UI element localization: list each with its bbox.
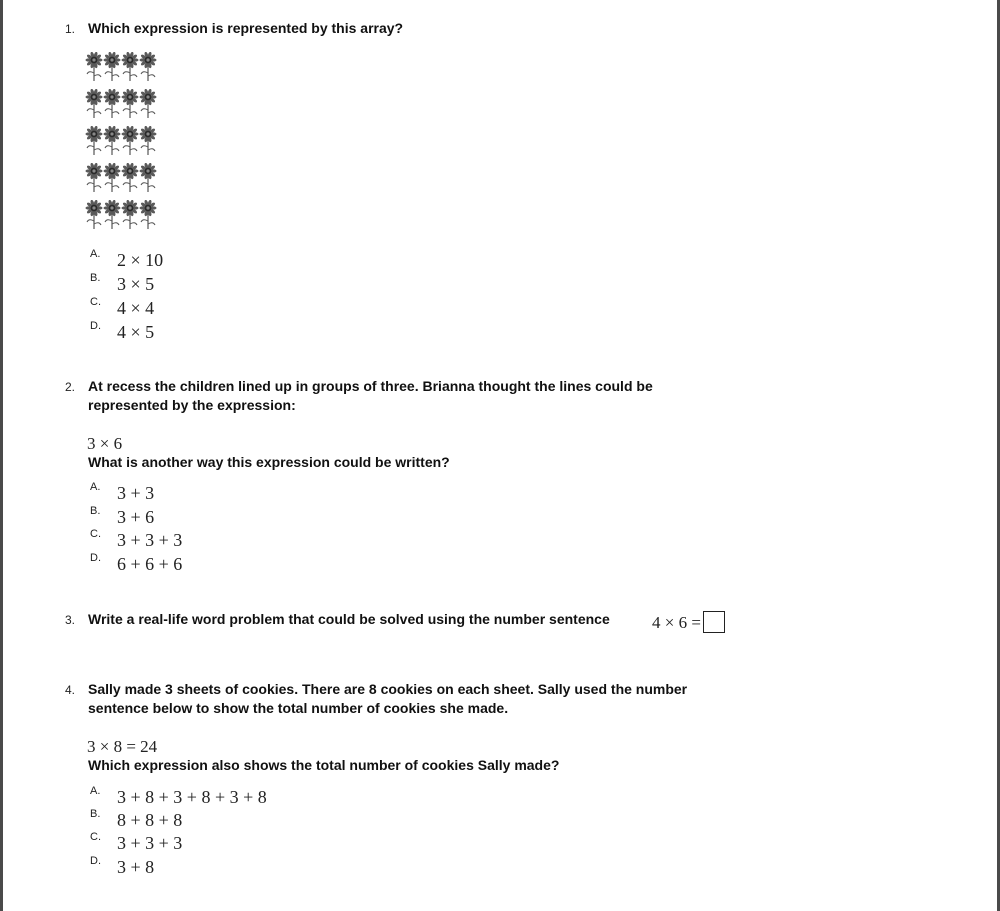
option-letter: B. bbox=[90, 505, 101, 517]
option-letter: C. bbox=[90, 296, 101, 308]
flower-icon bbox=[102, 200, 122, 230]
option-expression: 3 + 6 bbox=[117, 507, 155, 527]
option-expression: 8 + 8 + 8 bbox=[117, 810, 183, 830]
option-letter: D. bbox=[90, 552, 101, 564]
question-3-number-sentence bbox=[652, 611, 725, 633]
flower-icon bbox=[84, 126, 104, 156]
number-sentence-text: 4 × 6 = bbox=[652, 613, 701, 632]
page-edge-left bbox=[0, 0, 3, 911]
option-expression: 2 × 10 bbox=[117, 250, 164, 270]
option-expression: 3 + 3 + 3 bbox=[117, 833, 183, 853]
option-expression: 4 × 5 bbox=[117, 322, 155, 342]
flower-icon bbox=[120, 163, 140, 193]
flower-icon bbox=[84, 200, 104, 230]
question-3-text: Write a real-life word problem that could be solved using the number sentence bbox=[88, 611, 610, 627]
flower-icon bbox=[102, 163, 122, 193]
answer-box[interactable] bbox=[703, 611, 725, 633]
option-letter: C. bbox=[90, 528, 101, 540]
question-4-text-line2: sentence below to show the total number of cookies she made. bbox=[88, 700, 509, 716]
option-letter: D. bbox=[90, 855, 101, 867]
option-letter: A. bbox=[90, 248, 101, 260]
flower-array bbox=[84, 52, 168, 242]
flower-icon bbox=[84, 163, 104, 193]
option-expression: 4 × 4 bbox=[117, 298, 155, 318]
flower-icon bbox=[120, 200, 140, 230]
option-expression: 3 + 8 bbox=[117, 857, 155, 877]
flower-icon bbox=[138, 126, 158, 156]
flower-icon bbox=[84, 52, 104, 82]
option-expression: 3 + 3 + 3 bbox=[117, 530, 183, 550]
flower-icon bbox=[120, 89, 140, 119]
question-2-prompt: What is another way this expression could be written? bbox=[88, 454, 450, 470]
flower-icon bbox=[138, 52, 158, 82]
question-1-text: Which expression is represented by this array? bbox=[88, 20, 404, 36]
question-2-number: 2. bbox=[65, 380, 76, 394]
flower-icon bbox=[102, 89, 122, 119]
question-4-prompt: Which expression also shows the total number of cookies Sally made? bbox=[88, 757, 560, 773]
question-4-number: 4. bbox=[65, 683, 76, 697]
flower-icon bbox=[102, 52, 122, 82]
option-letter: A. bbox=[90, 785, 101, 797]
flower-icon bbox=[138, 200, 158, 230]
flower-icon bbox=[120, 52, 140, 82]
flower-icon bbox=[120, 126, 140, 156]
option-expression: 3 + 8 + 3 + 8 + 3 + 8 bbox=[117, 787, 267, 807]
question-2-text-line2: represented by the expression: bbox=[88, 397, 296, 413]
option-letter: D. bbox=[90, 320, 101, 332]
option-expression: 3 × 5 bbox=[117, 274, 155, 294]
question-4-text-line1: Sally made 3 sheets of cookies. There are 8 cookies on each sheet. Sally used the number bbox=[88, 681, 688, 697]
option-letter: B. bbox=[90, 272, 101, 284]
flower-icon bbox=[102, 126, 122, 156]
option-letter: B. bbox=[90, 808, 101, 820]
question-2-text-line1: At recess the children lined up in groups of three. Brianna thought the lines could be bbox=[88, 378, 653, 394]
question-4-equation: 3 × 8 = 24 bbox=[87, 737, 158, 756]
flower-icon bbox=[138, 89, 158, 119]
flower-icon bbox=[138, 163, 158, 193]
option-expression: 6 + 6 + 6 bbox=[117, 554, 183, 574]
option-letter: C. bbox=[90, 831, 101, 843]
question-3-number: 3. bbox=[65, 613, 76, 627]
option-expression: 3 + 3 bbox=[117, 483, 155, 503]
question-2-expression: 3 × 6 bbox=[87, 434, 123, 453]
flower-icon bbox=[84, 89, 104, 119]
option-letter: A. bbox=[90, 481, 101, 493]
question-1-number: 1. bbox=[65, 22, 76, 36]
